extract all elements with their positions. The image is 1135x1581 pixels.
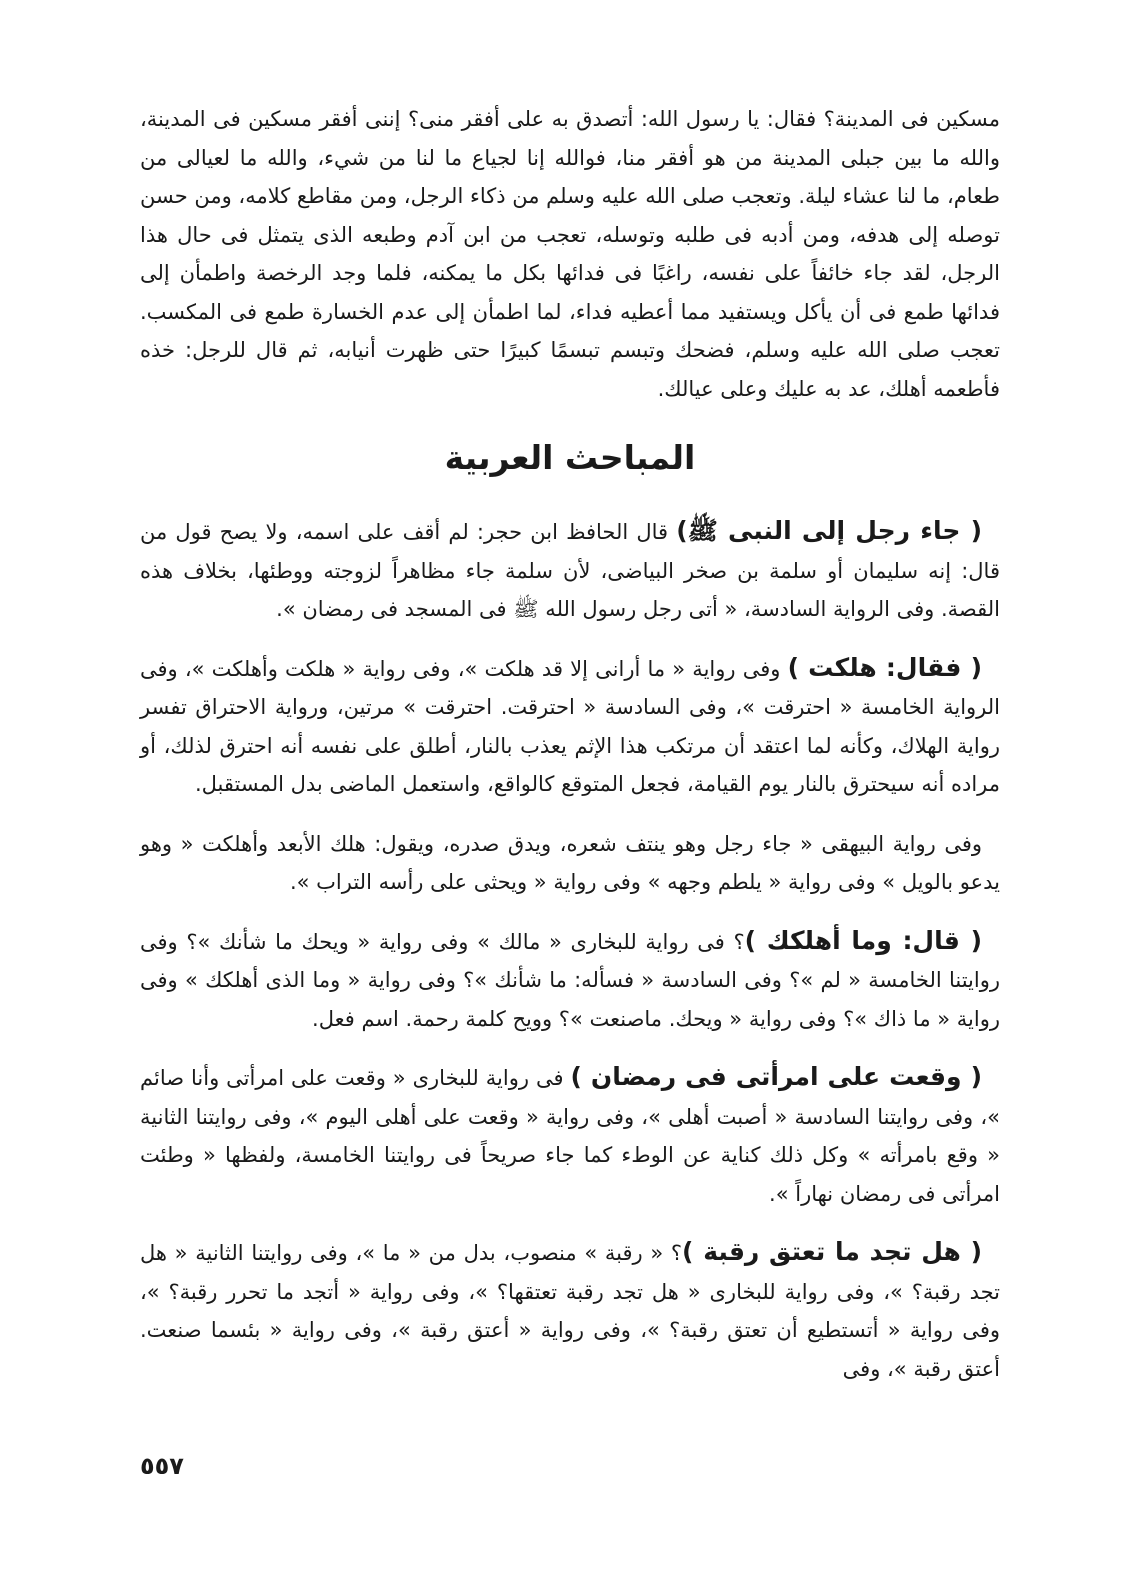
paragraph-5	[140, 1058, 1000, 1213]
paragraph-2-text: وفى رواية « ما أرانى إلا قد هلكت »، وفى رواية « هلكت وأهلكت »، وفى الرواية الخامسة « احترقت »، وفى السادسة « احترقت. احترقت » مرتين، ورواية الاحتراق تفسر رواية الهلاك، وكأنه لما اعتقد أن مرتكب هذا الإثم يعذب بالنار، أطلق على نفسه أنه احترق لذلك، أو مراده أنه سيحترق بالنار يوم القيامة، فجعل المتوقع كالواقع، واستعمل الماضى بدل المستقبل.	[140, 656, 1000, 796]
paragraph-4-heading: ( قال: وما أهلكك )	[744, 925, 982, 955]
paragraph-4	[140, 922, 1000, 1039]
paragraph-3	[140, 824, 1000, 902]
paragraph-4-text: ؟ فى رواية للبخارى « مالك » وفى رواية « ويحك ما شأنك »؟ وفى روايتنا الخامسة « لم »؟ وفى السادسة « فسأله: ما شأنك »؟ وفى رواية « وما الذى أهلكك » وفى رواية « ما ذاك »؟ وفى رواية « ويحك. ماصنعت »؟ وويح كلمة رحمة. اسم فعل.	[140, 929, 1000, 1031]
paragraph-2-heading: ( فقال: هلكت )	[787, 652, 982, 682]
intro-paragraph: مسكين فى المدينة؟ فقال: يا رسول الله: أتصدق به على أفقر منى؟ إننى أفقر مسكين فى المدينة، والله ما بين جبلى المدينة من هو أفقر منا، فوالله إنا لجياع ما لنا من شيء، والله ما لعيالى من طعام، ما لنا عشاء ليلة. وتعجب صلى الله عليه وسلم من ذكاء الرجل، ومن مقاطع كلامه، ومن حسن توصله إلى هدفه، ومن أدبه فى طلبه وتوسله، تعجب من ابن آدم وطبعه الذى يتمثل فى حال هذا الرجل، لقد جاء خائفاً على نفسه، راغبًا فى فدائها بكل ما يمكنه، فلما وجد الرخصة واطمأن إلى فدائها طمع فى أن يأكل ويستفيد مما أعطيه فداء، لما اطمأن إلى عدم الخسارة طمع فى المكسب. تعجب صلى الله عليه وسلم، فضحك وتبسم تبسمًا كبيرًا حتى ظهرت أنيابه، ثم قال للرجل: خذه فأطعمه أهلك، عد به عليك وعلى عيالك.	[140, 107, 1000, 401]
paragraph-6-text: ؟ « رقبة » منصوب، بدل من « ما »، وفى روايتنا الثانية « هل تجد رقبة؟ »، وفى رواية للبخارى « هل تجد رقبة تعتقها؟ »، وفى رواية « أتجد ما تحرر رقبة؟ »، وفى رواية « أتستطيع أن تعتق رقبة؟ »، وفى رواية « أعتق رقبة »، وفى رواية « بئسما صنعت. أعتق رقبة »، وفى	[140, 1241, 1000, 1381]
paragraph-1	[140, 512, 1000, 629]
paragraph-1-heading: ( جاء رجل إلى النبى ﷺ)	[676, 516, 983, 545]
paragraph-5-text: فى رواية للبخارى « وقعت على امرأتى وأنا صائم »، وفى روايتنا السادسة « أصبت أهلى »، وفى رواية « وقعت على أهلى اليوم »، وفى روايتنا الثانية « وقع بامرأته » وكل ذلك كناية عن الوطء كما جاء صريحاً فى روايتنا الخامسة، ولفظها « وطئت امرأتى فى رمضان نهاراً ».	[140, 1066, 1000, 1206]
paragraph-1-text: قال الحافظ ابن حجر: لم أقف على اسمه، ولا يصح قول من قال: إنه سليمان أو سلمة بن صخر البياضى، لأن سلمة جاء مظاهراً لزوجته ووطئها، بخلاف هذه القصة. وفى الرواية السادسة، « أتى رجل رسول الله ﷺ فى المسجد فى رمضان ».	[140, 520, 1000, 621]
paragraph-6	[140, 1233, 1000, 1388]
paragraph-5-heading: ( وقعت على امرأتى فى رمضان )	[570, 1062, 982, 1091]
page-number: ٥٥٧	[140, 1452, 184, 1480]
section-title: المباحث العربية	[444, 438, 696, 477]
paragraph-3-text: وفى رواية البيهقى « جاء رجل وهو ينتف شعره، ويدق صدره، ويقول: هلك الأبعد وأهلكت « وهو يدعو بالويل » وفى رواية « يلطم وجهه » وفى رواية « ويحثى على رأسه التراب ».	[140, 831, 1000, 894]
paragraph-2	[140, 649, 1000, 804]
paragraph-6-heading: ( هل تجد ما تعتق رقبة )	[682, 1237, 982, 1266]
page-content	[140, 100, 1000, 1408]
intro-block	[140, 100, 1000, 408]
